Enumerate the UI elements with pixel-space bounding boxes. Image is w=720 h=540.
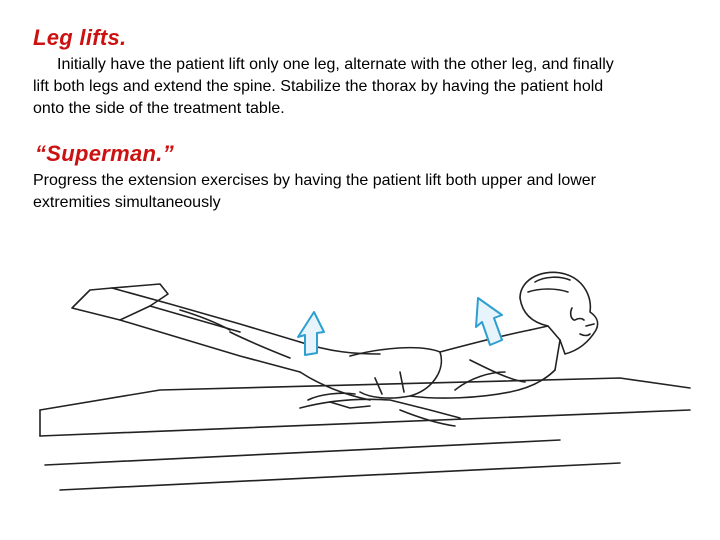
paragraph-line: onto the side of the treatment table. [33, 100, 285, 117]
paragraph-line: Initially have the patient lift only one leg, alternate with the other leg, and finally [57, 56, 614, 73]
up-arrow-icon [476, 298, 502, 345]
paragraph-line: extremities simultaneously [33, 194, 221, 211]
superman-exercise-illustration [0, 260, 720, 520]
paragraph-line: lift both legs and extend the spine. Stabilize the thorax by having the patient hold [33, 78, 604, 95]
leg-lifts-heading: Leg lifts. [33, 25, 127, 50]
patient-figure [72, 272, 598, 426]
leg-lifts-paragraph [33, 54, 693, 120]
superman-paragraph [33, 170, 693, 214]
superman-heading: “Superman.” [35, 141, 174, 166]
up-arrow-icon [298, 312, 324, 355]
paragraph-line: Progress the extension exercises by having the patient lift both upper and lower [33, 172, 596, 189]
